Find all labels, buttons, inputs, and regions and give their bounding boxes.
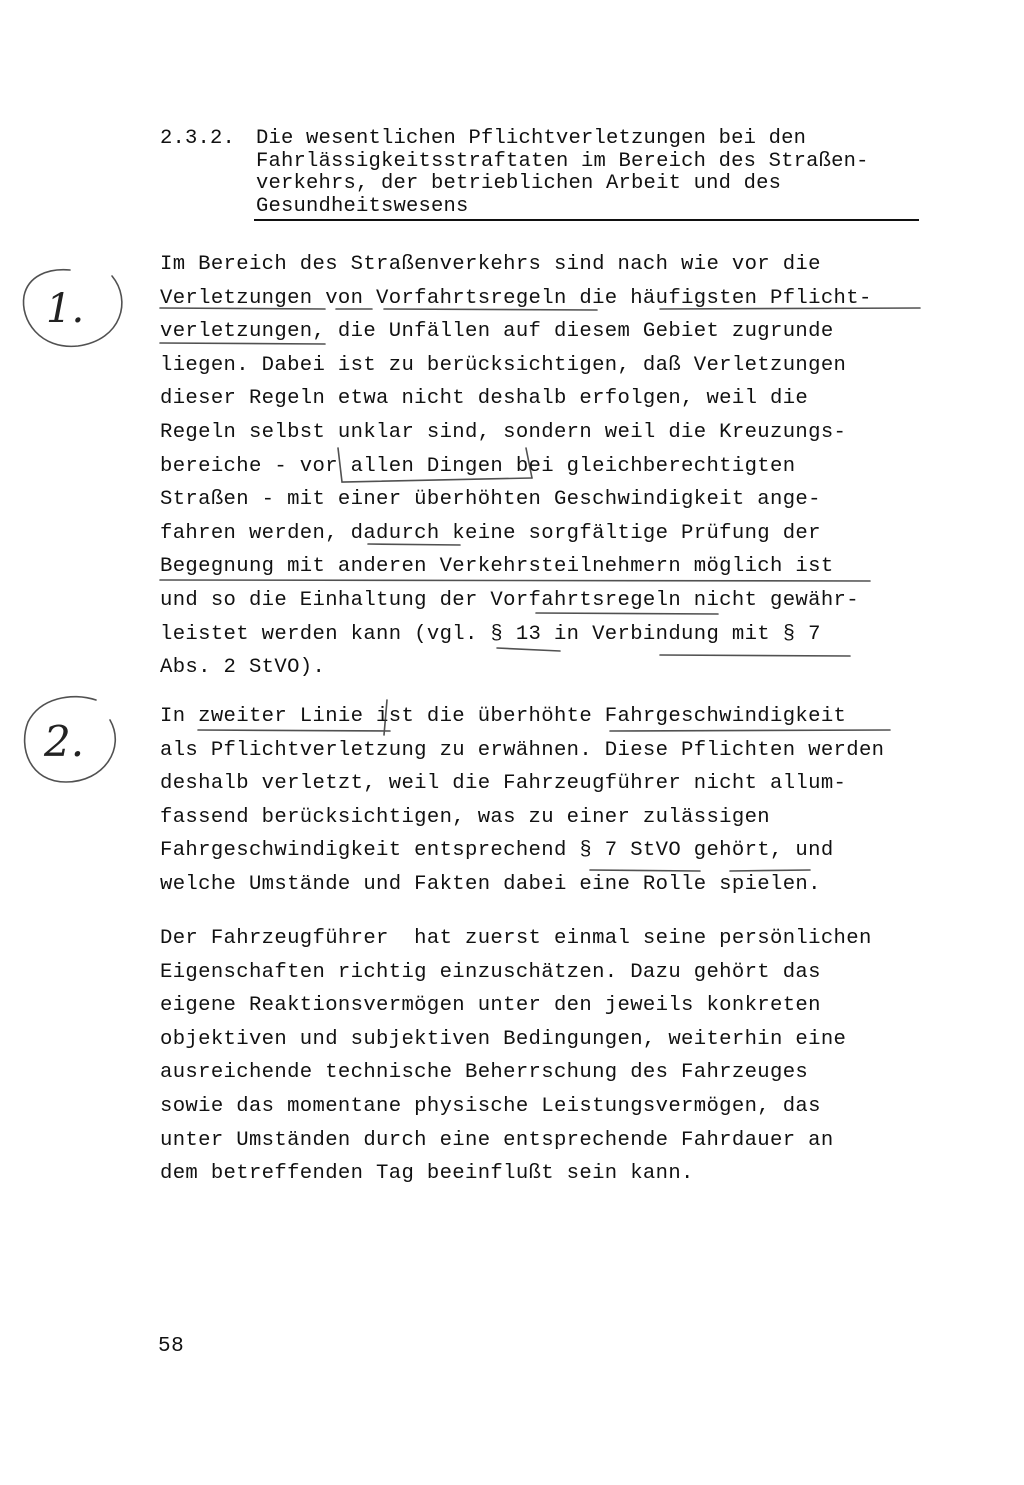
text-line: und so die Einhaltung der Vorfahrtsregeln nicht gewähr- xyxy=(160,588,859,612)
underline-mark xyxy=(660,655,850,656)
text-line: In zweiter Linie ist die überhöhte Fahrgeschwindigkeit xyxy=(160,705,847,728)
text-line: Abs. 2 StVO). xyxy=(160,656,326,680)
text-line: fahren werden, dadurch keine sorgfältige Prüfung der xyxy=(160,521,821,545)
section-title-line: Fahrlässigkeitsstraftaten im Bereich des Straßen- xyxy=(256,149,869,173)
bracket-mark xyxy=(526,448,532,478)
underline-mark xyxy=(160,343,325,344)
page-number: 58 xyxy=(158,1335,185,1358)
text-line: Regeln selbst unklar sind, sondern weil die Kreuzungs- xyxy=(160,420,847,444)
text-line: liegen. Dabei ist zu berücksichtigen, daß Verletzungen xyxy=(160,353,847,377)
text-line: eigene Reaktionsvermögen unter den jeweils konkreten xyxy=(160,994,821,1018)
text-line: objektiven und subjektiven Bedingungen, weiterhin eine xyxy=(160,1027,847,1051)
text-line: dieser Regeln etwa nicht deshalb erfolgen, weil die xyxy=(160,387,809,411)
text-line: Begegnung mit anderen Verkehrsteilnehmern möglich ist xyxy=(160,555,834,579)
section-title-line: Gesundheitswesens xyxy=(256,194,469,218)
text-line: ausreichende technische Beherrschung des Fahrzeuges xyxy=(160,1061,809,1085)
margin-note-1: 1. xyxy=(46,286,85,332)
underline-mark xyxy=(384,700,387,735)
underline-mark xyxy=(590,870,700,871)
text-line: Im Bereich des Straßenverkehrs sind nach wie vor die xyxy=(160,253,821,276)
text-line: als Pflichtverletzung zu erwähnen. Diese Pflichten werden xyxy=(160,738,885,762)
section-number: 2.3.2. xyxy=(160,127,236,150)
text-line: Der Fahrzeugführer hat zuerst einmal seine persönlichen xyxy=(160,927,872,950)
underline-mark xyxy=(368,544,460,545)
text-line: deshalb verletzt, weil die Fahrzeugführer nicht allum- xyxy=(160,772,847,796)
underline-mark xyxy=(536,613,718,614)
text-line: welche Umstände und Fakten dabei eine Rolle spielen. xyxy=(160,872,821,896)
underline-mark xyxy=(384,309,597,310)
underline-mark xyxy=(160,308,325,309)
text-line: Eigenschaften richtig einzuschätzen. Dazu gehört das xyxy=(160,960,821,984)
text-line: verletzungen, die Unfällen auf diesem Gebiet zugrunde xyxy=(160,320,834,344)
text-line: Verletzungen von Vorfahrtsregeln die häufigsten Pflicht- xyxy=(160,286,872,310)
underline-mark xyxy=(198,730,390,731)
text-line: bereiche - vor allen Dingen bei gleichberechtigten xyxy=(160,454,796,478)
text-line: leistet werden kann (vgl. § 13 in Verbindung mit § 7 xyxy=(160,622,821,646)
underline-mark xyxy=(160,580,870,581)
underline-mark xyxy=(497,648,560,651)
section-title-line: Die wesentlichen Pflichtverletzungen bei den xyxy=(256,127,807,150)
text-line: unter Umständen durch eine entsprechende Fahrdauer an xyxy=(160,1128,834,1152)
text-line: dem betreffenden Tag beeinflußt sein kann. xyxy=(160,1162,694,1186)
text-line: Straßen - mit einer überhöhten Geschwindigkeit ange- xyxy=(160,488,821,512)
text-line: fassend berücksichtigen, was zu einer zulässigen xyxy=(160,805,770,829)
text-line: Fahrgeschwindigkeit entsprechend § 7 StVO gehört, und xyxy=(160,839,834,863)
bracket-mark xyxy=(338,448,532,482)
underline-mark xyxy=(660,308,920,309)
margin-note-2: 2. xyxy=(44,717,85,766)
underline-mark xyxy=(610,730,890,731)
underline-mark xyxy=(730,870,810,871)
section-title-line: verkehrs, der betrieblichen Arbeit und des xyxy=(256,172,782,195)
text-line: sowie das momentane physische Leistungsvermögen, das xyxy=(160,1094,821,1118)
